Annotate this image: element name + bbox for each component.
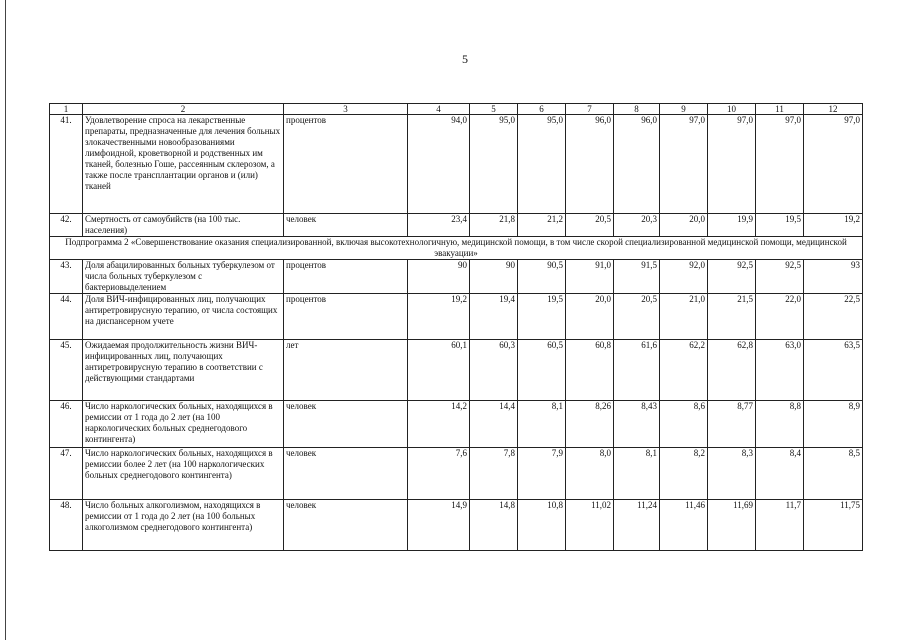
value-cell: 63,0 [756,340,804,401]
value-cell: 11,69 [708,500,756,551]
value-cell: 8,77 [708,401,756,448]
table-row [50,340,863,401]
indicator-name: Доля ВИЧ-инфицированных лиц, получающих антиретровирусную терапию, от числа состоящих на диспансерном учете [83,294,284,340]
value-cell: 14,2 [408,401,470,448]
value-cell: 8,26 [566,401,614,448]
table-row [50,448,863,500]
value-cell: 22,5 [804,294,863,340]
value-cell: 96,0 [614,115,660,214]
value-cell: 14,4 [470,401,518,448]
table-row [50,214,863,237]
value-cell: 93 [804,260,863,294]
value-cell: 60,1 [408,340,470,401]
table-row [50,294,863,340]
value-cell: 90 [470,260,518,294]
value-cell: 14,8 [470,500,518,551]
row-number: 42. [50,214,83,237]
value-cell: 92,5 [708,260,756,294]
value-cell: 97,0 [660,115,708,214]
value-cell: 20,0 [566,294,614,340]
column-header: 8 [614,104,660,115]
subprogram-heading-row [50,237,863,260]
value-cell: 90,5 [518,260,566,294]
page-number: 5 [462,52,468,66]
row-number: 44. [50,294,83,340]
column-header: 6 [518,104,566,115]
column-header: 4 [408,104,470,115]
indicator-name: Смертность от самоубийств (на 100 тыс. населения) [83,214,284,237]
value-cell: 94,0 [408,115,470,214]
value-cell: 97,0 [708,115,756,214]
unit: процентов [284,115,408,214]
value-cell: 8,8 [756,401,804,448]
value-cell: 92,5 [756,260,804,294]
column-header: 7 [566,104,614,115]
indicator-name: Удовлетворение спроса на лекарственные препараты, предназначенные для лечения больных злокачественными новообразованиями лимфоидной, кроветворной и родственных им тканей, болезнью Гоше, рассеянным склерозом, а также после трансплантации органов и (или) тканей [83,115,284,214]
unit: человек [284,401,408,448]
value-cell: 95,0 [518,115,566,214]
value-cell: 63,5 [804,340,863,401]
value-cell: 96,0 [566,115,614,214]
row-number: 45. [50,340,83,401]
column-header: 12 [804,104,863,115]
table-row [50,260,863,294]
value-cell: 97,0 [804,115,863,214]
unit: человек [284,214,408,237]
table-row [50,115,863,214]
indicator-name: Ожидаемая продолжительность жизни ВИЧ-инфицированных лиц, получающих антиретровирусную терапию в соответствии с действующими стандартами [83,340,284,401]
row-number: 41. [50,115,83,214]
row-number: 48. [50,500,83,551]
value-cell: 20,5 [566,214,614,237]
unit: человек [284,448,408,500]
column-header: 3 [284,104,408,115]
row-number: 43. [50,260,83,294]
value-cell: 92,0 [660,260,708,294]
value-cell: 21,0 [660,294,708,340]
table-row [50,500,863,551]
value-cell: 19,4 [470,294,518,340]
value-cell: 20,5 [614,294,660,340]
value-cell: 60,5 [518,340,566,401]
value-cell: 10,8 [518,500,566,551]
row-number: 46. [50,401,83,448]
column-header: 2 [83,104,284,115]
left-margin-rule [5,0,6,640]
value-cell: 62,8 [708,340,756,401]
value-cell: 19,5 [756,214,804,237]
indicator-name: Число наркологических больных, находящихся в ремиссии от 1 года до 2 лет (на 100 наркологических больных среднегодового контингента) [83,401,284,448]
value-cell: 8,1 [614,448,660,500]
value-cell: 19,5 [518,294,566,340]
indicators-table [49,103,863,551]
indicator-name: Число больных алкоголизмом, находящихся в ремиссии от 1 года до 2 лет (на 100 больных алкоголизмом среднегодового контингента) [83,500,284,551]
value-cell: 8,4 [756,448,804,500]
value-cell: 7,8 [470,448,518,500]
unit: процентов [284,260,408,294]
value-cell: 19,2 [804,214,863,237]
value-cell: 11,02 [566,500,614,551]
value-cell: 21,2 [518,214,566,237]
value-cell: 60,8 [566,340,614,401]
value-cell: 11,7 [756,500,804,551]
unit: процентов [284,294,408,340]
value-cell: 8,0 [566,448,614,500]
column-header: 9 [660,104,708,115]
value-cell: 11,46 [660,500,708,551]
value-cell: 97,0 [756,115,804,214]
value-cell: 8,2 [660,448,708,500]
value-cell: 19,9 [708,214,756,237]
unit: лет [284,340,408,401]
column-header: 5 [470,104,518,115]
value-cell: 91,5 [614,260,660,294]
value-cell: 21,5 [708,294,756,340]
value-cell: 8,43 [614,401,660,448]
value-cell: 23,4 [408,214,470,237]
unit: человек [284,500,408,551]
value-cell: 19,2 [408,294,470,340]
subprogram-heading: Подпрограмма 2 «Совершенствование оказания специализированной, включая высокотехнологичную, медицинской помощи, в том числе скорой специализированной медицинской помощи, медицинской эвакуации» [50,237,863,260]
indicator-name: Число наркологических больных, находящихся в ремиссии более 2 лет (на 100 наркологических больных среднегодового контингента) [83,448,284,500]
value-cell: 20,0 [660,214,708,237]
value-cell: 8,1 [518,401,566,448]
value-cell: 8,9 [804,401,863,448]
value-cell: 95,0 [470,115,518,214]
value-cell: 11,24 [614,500,660,551]
value-cell: 62,2 [660,340,708,401]
column-header: 11 [756,104,804,115]
value-cell: 11,75 [804,500,863,551]
row-number: 47. [50,448,83,500]
table-row [50,401,863,448]
value-cell: 21,8 [470,214,518,237]
value-cell: 22,0 [756,294,804,340]
value-cell: 91,0 [566,260,614,294]
value-cell: 8,6 [660,401,708,448]
value-cell: 90 [408,260,470,294]
value-cell: 61,6 [614,340,660,401]
value-cell: 8,5 [804,448,863,500]
column-header: 10 [708,104,756,115]
value-cell: 20,3 [614,214,660,237]
column-header: 1 [50,104,83,115]
value-cell: 7,6 [408,448,470,500]
value-cell: 60,3 [470,340,518,401]
column-number-row [50,104,863,115]
indicator-name: Доля абацилированных больных туберкулезом от числа больных туберкулезом с бактериовыделением [83,260,284,294]
value-cell: 14,9 [408,500,470,551]
value-cell: 8,3 [708,448,756,500]
value-cell: 7,9 [518,448,566,500]
